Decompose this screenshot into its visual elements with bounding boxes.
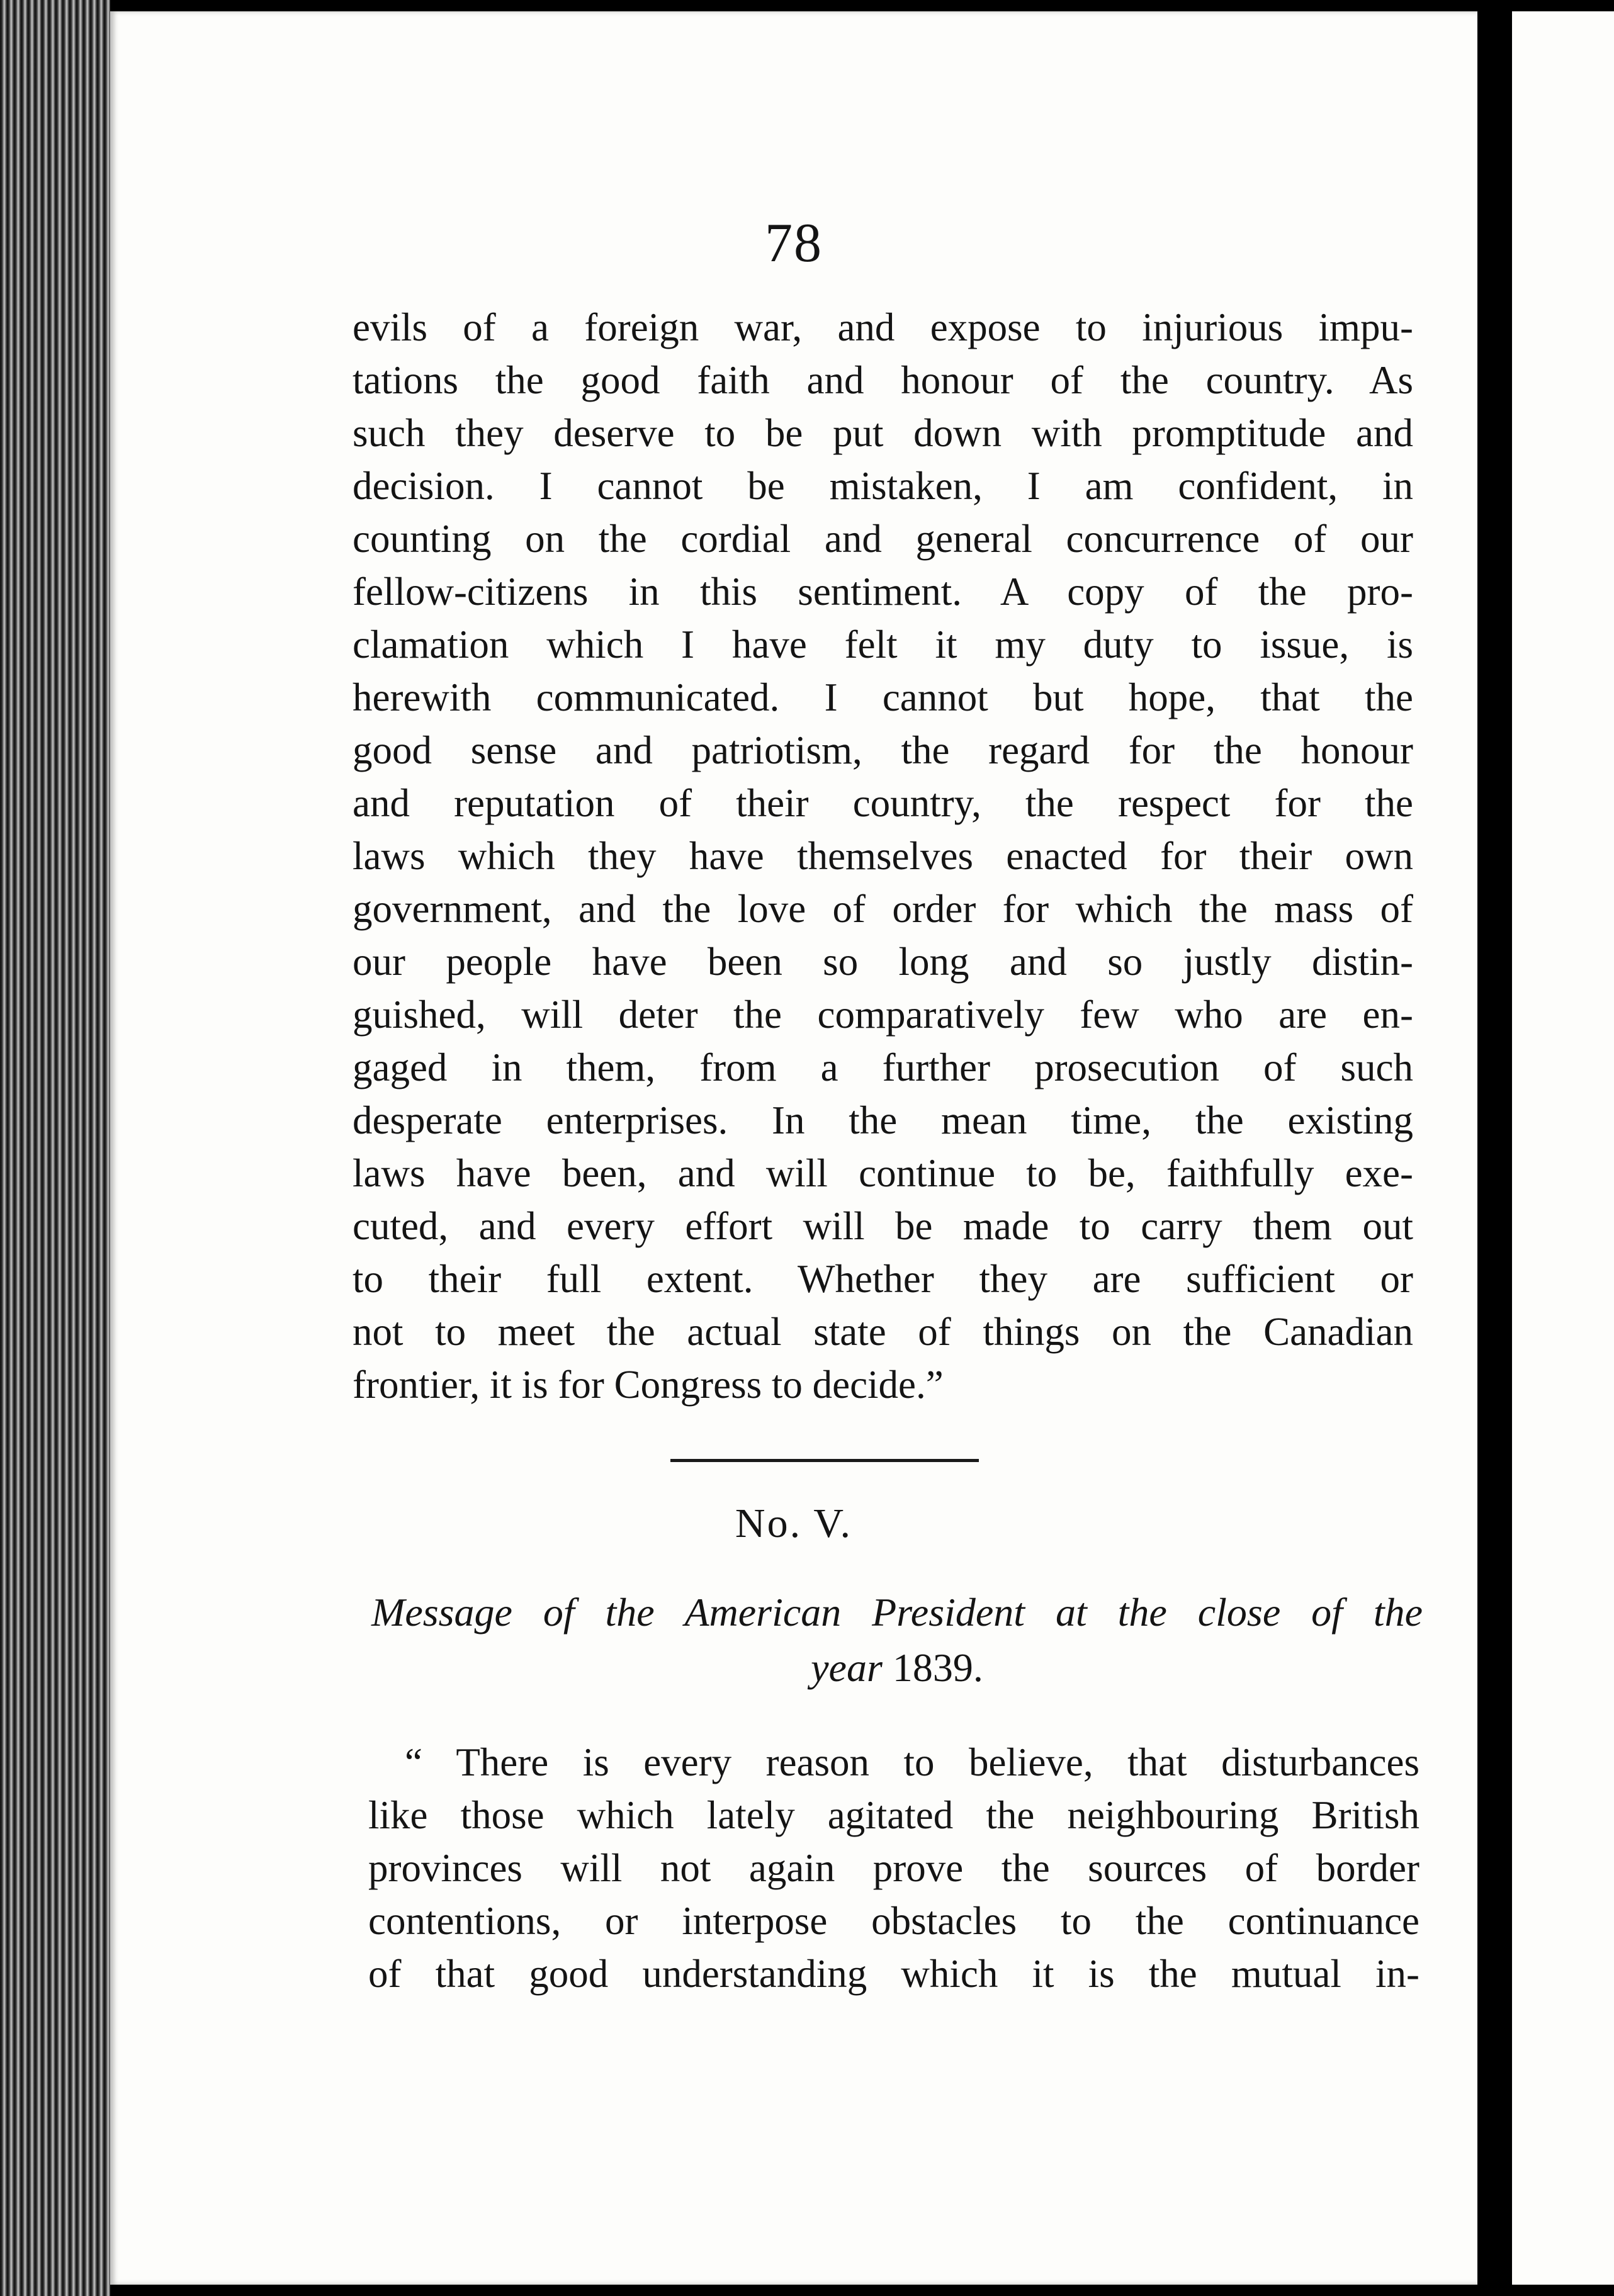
text-line: “ There is every reason to believe, that disturbances bbox=[405, 1740, 1419, 1784]
message-paragraph bbox=[368, 1736, 1419, 2000]
gutter-shadow bbox=[1477, 0, 1512, 2296]
section-divider bbox=[670, 1459, 979, 1462]
text-line: evils of a foreign war, and expose to injurious impu- bbox=[353, 305, 1413, 349]
text-line: good sense and patriotism, the regard for the honour bbox=[353, 728, 1413, 772]
text-line: fellow-citizens in this sentiment. A copy of the pro- bbox=[353, 570, 1413, 614]
text-line: desperate enterprises. In the mean time, the existing bbox=[353, 1098, 1413, 1142]
text-line: cuted, and every effort will be made to carry them out bbox=[353, 1204, 1413, 1248]
book-page bbox=[110, 11, 1477, 2285]
text-line: not to meet the actual state of things on the Canadian bbox=[353, 1310, 1413, 1354]
text-line: counting on the cordial and general concurrence of our bbox=[353, 517, 1413, 561]
text-line: guished, will deter the comparatively few who are en- bbox=[353, 993, 1413, 1037]
continuation-paragraph bbox=[353, 301, 1413, 1411]
text-line: provinces will not again prove the sources of border bbox=[368, 1846, 1419, 1890]
text-line: contentions, or interpose obstacles to the continuance bbox=[368, 1899, 1419, 1943]
facing-page-edge bbox=[1512, 11, 1614, 2285]
text-line: frontier, it is for Congress to decide.” bbox=[353, 1363, 944, 1407]
book-leaf-edges bbox=[0, 0, 110, 2296]
section-heading bbox=[371, 1585, 1423, 1696]
text-line: government, and the love of order for which the mass of bbox=[353, 887, 1413, 931]
text-line: such they deserve to be put down with promptitude and bbox=[353, 411, 1413, 455]
heading-year-word: year bbox=[811, 1645, 883, 1690]
text-line: tations the good faith and honour of the country. As bbox=[353, 358, 1413, 402]
text-line: and reputation of their country, the respect for the bbox=[353, 781, 1413, 825]
text-line: to their full extent. Whether they are sufficient or bbox=[353, 1257, 1413, 1301]
page-number: 78 bbox=[765, 213, 823, 274]
text-line: herewith communicated. I cannot but hope, that the bbox=[353, 675, 1413, 719]
text-line: laws which they have themselves enacted for their own bbox=[353, 834, 1413, 878]
text-line: decision. I cannot be mistaken, I am confident, in bbox=[353, 464, 1413, 508]
heading-line bbox=[371, 1640, 1423, 1696]
text-line: laws have been, and will continue to be, faithfully exe- bbox=[353, 1151, 1413, 1195]
heading-year-number: 1839. bbox=[892, 1645, 983, 1690]
text-line: our people have been so long and so justly distin- bbox=[353, 940, 1413, 984]
text-line: like those which lately agitated the neighbouring British bbox=[368, 1793, 1419, 1837]
text-line: clamation which I have felt it my duty to issue, is bbox=[353, 622, 1413, 667]
heading-line: Message of the American President at the close of the bbox=[371, 1590, 1423, 1635]
section-number: No. V. bbox=[735, 1500, 853, 1546]
text-line: gaged in them, from a further prosecution of such bbox=[353, 1045, 1413, 1089]
text-line: of that good understanding which it is the mutual in- bbox=[368, 1952, 1419, 1996]
